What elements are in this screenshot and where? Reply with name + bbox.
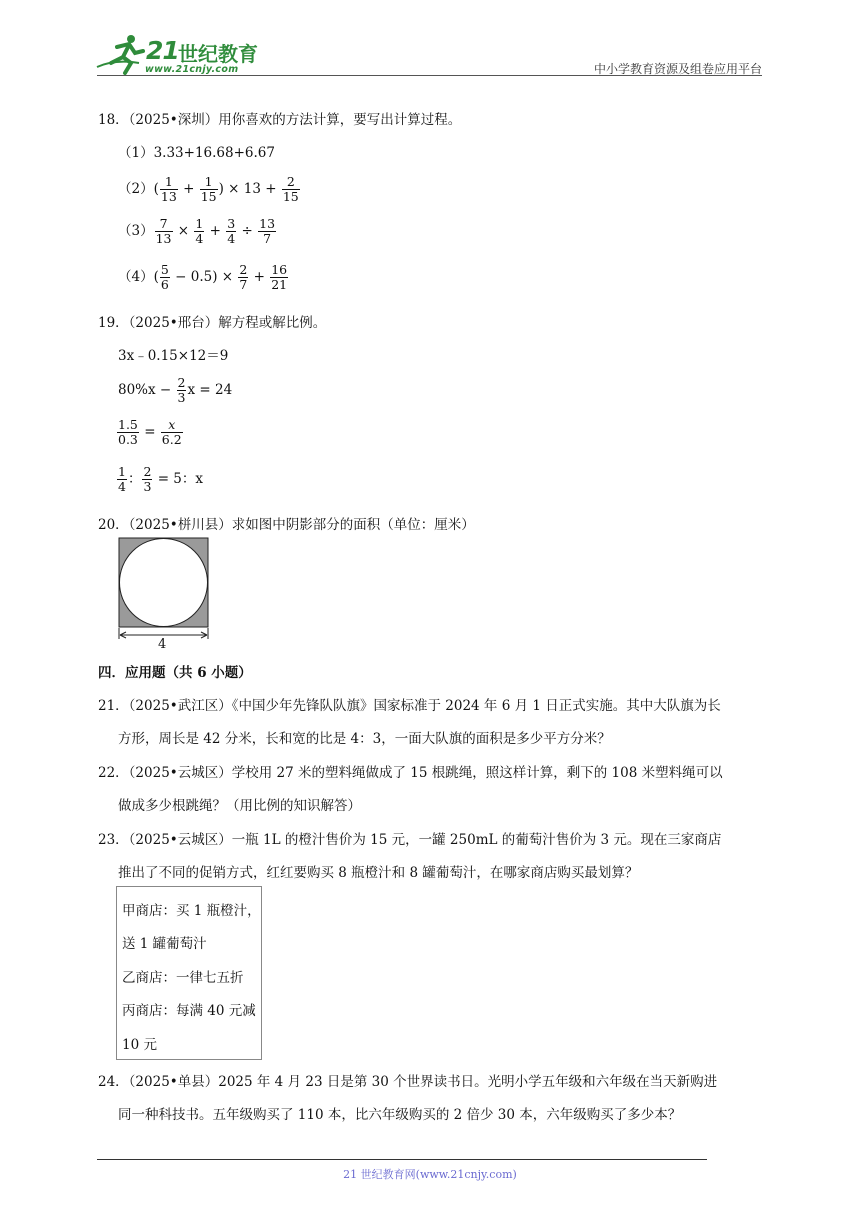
operator: × (177, 223, 190, 239)
eq-text: 80%x − (118, 382, 172, 398)
q24-line1: 24．（2025•单县）2025 年 4 月 23 日是第 30 个世界读书日。光明小学五年级和六年级在当天新购进 (98, 1074, 718, 1090)
q19-eq4 (116, 465, 203, 494)
denominator: 7 (239, 277, 248, 292)
denominator: 13 (155, 231, 172, 246)
denominator: 3 (177, 390, 186, 405)
numerator: 2 (143, 464, 152, 479)
fraction (117, 418, 139, 447)
promo-line: 乙商店：一律七五折 (122, 970, 244, 986)
fraction (160, 263, 170, 292)
fraction (270, 263, 288, 292)
section-4-heading: 四．应用题（共 6 小题） (98, 665, 252, 681)
paren: ( (153, 181, 159, 197)
q18-part4 (118, 263, 289, 292)
fraction (258, 217, 276, 246)
fraction (155, 217, 173, 246)
numerator: 13 (259, 216, 276, 231)
q22-line1: 22．（2025•云城区）学校用 27 米的塑料绳做成了 15 根跳绳，照这样计算，剩下的 108 米塑料绳可以 (98, 765, 723, 781)
denominator: 15 (282, 189, 299, 204)
q19-eq2 (118, 376, 232, 405)
operator-text: − 0.5) × (175, 269, 234, 285)
fraction (194, 217, 204, 246)
numerator: 1 (118, 464, 126, 479)
ratio-sep: ： (127, 471, 142, 487)
footer-text: 21 世纪教育网(www.21cnjy.com) (343, 1168, 517, 1181)
operator: + (209, 223, 221, 239)
numerator: 7 (155, 217, 173, 232)
equals: = (144, 424, 156, 440)
q23-line2: 推出了不同的促销方式，红红要购买 8 瓶橙汁和 8 罐葡萄汁，在哪家商店购买最划算？ (118, 865, 639, 881)
q19-eq1: 3x﹣0.15×12＝9 (118, 348, 229, 364)
numerator: 1 (160, 175, 178, 190)
operator-text: ) × 13 + (218, 181, 277, 197)
operator: ÷ (241, 223, 253, 239)
platform-label: 中小学教育资源及组卷应用平台 (593, 62, 762, 76)
numerator: 3 (227, 216, 236, 231)
numerator: 16 (271, 262, 288, 277)
q18-part4-label: （4） (118, 269, 154, 285)
fraction (161, 418, 183, 447)
q23-line1: 23．（2025•云城区）一瓶 1L 的橙汁售价为 15 元，一罐 250mL 的葡萄汁售价为 3 元。现在三家商店 (98, 832, 722, 848)
fraction (177, 376, 187, 405)
q19-title: 19．（2025•邢台）解方程或解比例。 (98, 315, 327, 331)
promo-line: 丙商店：每满 40 元减 (122, 1003, 256, 1019)
footer-divider (97, 1159, 707, 1160)
denominator: 4 (118, 479, 126, 494)
promo-line: 10 元 (122, 1037, 157, 1053)
fraction (142, 465, 152, 494)
numerator: 2 (177, 375, 186, 390)
denominator: 0.3 (118, 432, 138, 447)
numerator: 2 (239, 262, 248, 277)
numerator: 5 (160, 262, 169, 277)
q21-line1: 21．（2025•武江区）《中国少年先锋队队旗》国家标准于 2024 年 6 月 1 日正式实施。其中大队旗为长 (98, 698, 721, 714)
eq-text: x = 24 (187, 382, 233, 398)
fraction (160, 175, 178, 204)
numerator: 1 (200, 175, 218, 190)
numerator: 2 (282, 175, 300, 190)
q18-title: 18．（2025•深圳）用你喜欢的方法计算，要写出计算过程。 (98, 112, 462, 128)
operator: + (253, 269, 265, 285)
denominator: 4 (195, 231, 204, 246)
fraction (226, 217, 236, 246)
dimension-label: 4 (158, 637, 167, 652)
q18-part2-label: （2） (118, 181, 154, 197)
q20-title: 20．（2025•栟川县）求如图中阴影部分的面积（单位：厘米） (98, 517, 475, 533)
logo-url: www.21cnjy.com (145, 64, 239, 75)
logo-number: 21 (146, 36, 179, 65)
numerator: 1.5 (118, 417, 138, 432)
denominator: 3 (143, 479, 152, 494)
denominator: 13 (160, 189, 177, 204)
denominator: 6 (160, 277, 169, 292)
logo-text: 世纪教育 (178, 42, 258, 66)
promo-line: 送 1 罐葡萄汁 (122, 936, 207, 952)
promotion-box (116, 886, 262, 1060)
denominator: 6.2 (161, 432, 182, 447)
header-divider (97, 75, 762, 76)
q19-eq3 (116, 418, 184, 447)
fraction (238, 263, 248, 292)
denominator: 7 (263, 231, 272, 246)
promo-line: 甲商店：买 1 瓶橙汁， (122, 903, 261, 919)
q18-part3-label: （3） (118, 223, 154, 239)
fraction (282, 175, 300, 204)
q21-line2: 方形，周长是 42 分米，长和宽的比是 4：3，一面大队旗的面积是多少平方分米？ (118, 731, 611, 747)
denominator: 15 (200, 189, 217, 204)
paren: ( (153, 269, 159, 285)
q18-part2: （2）( $\frac{1}{13}$ + $\frac{1}{15}$ ) × 13 + $\frac{2}{15}$ (118, 174, 299, 204)
q22-line2: 做成多少根跳绳？（用比例的知识解答） (118, 798, 361, 814)
q18-part3 (118, 217, 277, 246)
denominator: 4 (227, 231, 236, 246)
q18-part1: （1）3.33+16.68+6.67 (118, 145, 275, 161)
numerator: x (161, 418, 183, 433)
denominator: 21 (271, 277, 288, 292)
fraction (117, 465, 127, 494)
eq-text: = 5：x (157, 471, 204, 487)
q24-line2: 同一种科技书。五年级购买了 110 本，比六年级购买的 2 倍少 30 本，六年级购买了多少本？ (118, 1107, 682, 1123)
fraction (200, 175, 218, 204)
numerator: 1 (195, 216, 204, 231)
shaded-square-circle-figure (116, 536, 212, 652)
